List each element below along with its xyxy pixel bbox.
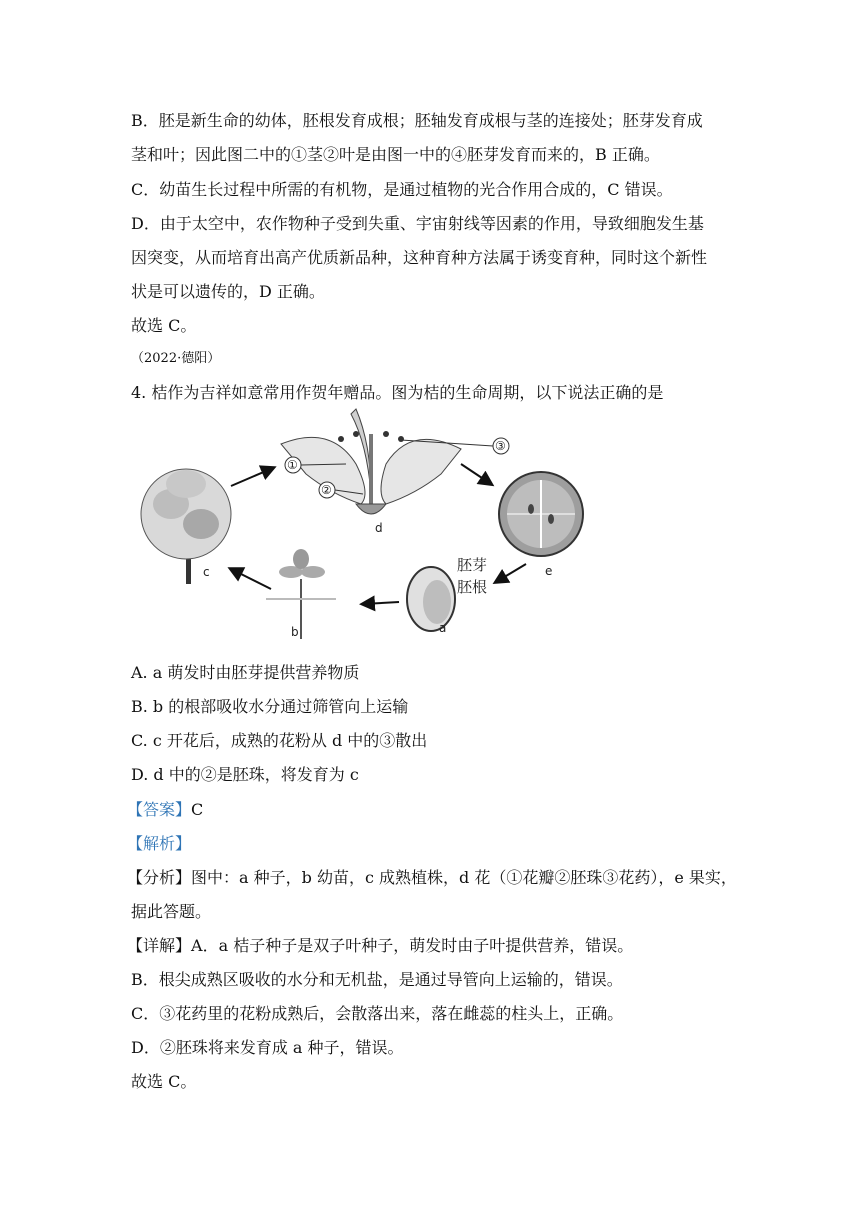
seed-illustration <box>407 567 455 631</box>
detail-tag: 【详解】 <box>127 936 192 955</box>
label-e: e <box>545 564 553 578</box>
label-c: c <box>203 565 210 579</box>
arrow <box>363 602 399 604</box>
label-n2: ② <box>321 483 332 497</box>
analysis-text: 图中：a 种子，b 幼苗，c 成熟植株，d 花（①花瓣②胚珠③花药），e 果实， <box>191 868 737 887</box>
conclusion: 故选 C。 <box>131 1072 197 1091</box>
source-label: （2022·德阳） <box>131 351 221 366</box>
question-stem: 4. 桔作为吉祥如意常用作贺年赠品。图为桔的生命周期，以下说法正确的是 <box>131 383 664 402</box>
analysis-heading <box>127 834 191 854</box>
label-a: a <box>439 621 447 635</box>
text-line: C．幼苗生长过程中所需的有机物，是通过植物的光合作用合成的，C 错误。 <box>131 180 673 199</box>
label-d: d <box>375 521 383 535</box>
analysis-line <box>127 868 737 888</box>
option-c: C. c 开花后，成熟的花粉从 d 中的③散出 <box>131 731 428 750</box>
arrow <box>461 464 491 484</box>
detail-line-a <box>127 936 633 956</box>
text-line: 因突变，从而培育出高产优质新品种，这种育种方法属于诱变育种，同时这个新性 <box>131 248 708 267</box>
option-b: B. b 的根部吸收水分通过筛管向上运输 <box>131 697 409 716</box>
answer-line <box>127 800 203 820</box>
analysis-subtag: 【分析】 <box>127 868 192 887</box>
detail-line-b: B．根尖成熟区吸收的水分和无机盐，是通过导管向上运输的，错误。 <box>131 970 623 989</box>
text-line: B．胚是新生命的幼体，胚根发育成根；胚轴发育成根与茎的连接处；胚芽发育成 <box>131 111 703 130</box>
label-n3: ③ <box>495 439 506 453</box>
label-n1: ① <box>287 458 298 472</box>
label-b: b <box>291 625 299 639</box>
arrow <box>231 569 271 589</box>
text-line: 故选 C。 <box>131 316 197 335</box>
answer-tag: 【答案】 <box>127 800 192 819</box>
flower-illustration <box>281 409 461 514</box>
detail-line-c: C．③花药里的花粉成熟后，会散落出来，落在雌蕊的柱头上，正确。 <box>131 1004 624 1023</box>
detail-line-d: D．②胚珠将来发育成 a 种子，错误。 <box>131 1038 404 1057</box>
text-line: 状是可以遗传的，D 正确。 <box>131 282 325 301</box>
fruit-illustration <box>499 472 583 556</box>
label-embryo-bud: 胚芽 <box>457 556 488 574</box>
life-cycle-figure <box>131 404 551 644</box>
label-embryo-root: 胚根 <box>457 578 488 596</box>
text-line: 茎和叶；因此图二中的①茎②叶是由图一中的④胚芽发育而来的，B 正确。 <box>131 145 660 164</box>
detail-text: A．a 桔子种子是双子叶种子，萌发时由子叶提供营养，错误。 <box>191 936 634 955</box>
arrow <box>231 468 273 486</box>
option-d: D. d 中的②是胚珠，将发育为 c <box>131 765 359 784</box>
seedling-illustration <box>266 549 336 639</box>
answer-value: C <box>191 800 204 819</box>
analysis-line-2: 据此答题。 <box>131 902 212 921</box>
arrow <box>496 564 526 582</box>
analysis-tag: 【解析】 <box>127 834 192 853</box>
option-a: A. a 萌发时由胚芽提供营养物质 <box>131 663 360 682</box>
text-line: D．由于太空中，农作物种子受到失重、宇宙射线等因素的作用，导致细胞发生基 <box>131 214 704 233</box>
tree-illustration <box>141 469 231 584</box>
